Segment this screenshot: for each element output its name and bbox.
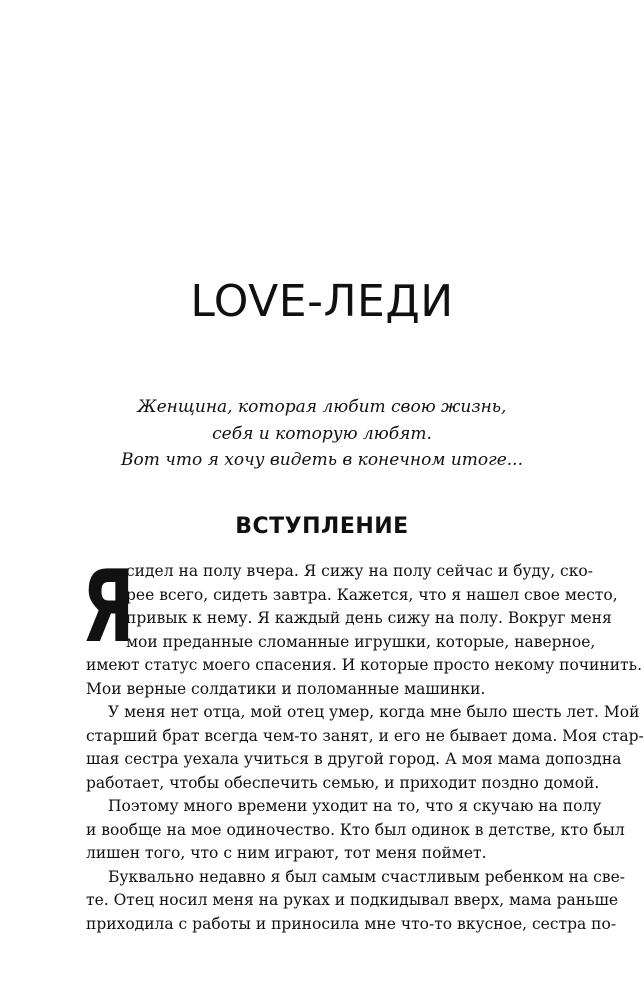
text-line: Буквально недавно я был самым счастливым ребенком на све- [108,867,625,886]
drop-cap: Я [82,548,135,665]
text-line: рее всего, сидеть завтра. Кажется, что я нашел свое место, [126,585,618,604]
epigraph-line: Женщина, которая любит свою жизнь, [137,397,507,417]
paragraph-1 [86,560,642,701]
text-line: те. Отец носил меня на руках и подкидывал вверх, мама раньше [86,891,619,909]
text-line: Поэтому много времени уходит на то, что я скучаю на полу [108,797,602,815]
text-line: привык к нему. Я каждый день сижу на полу. Вокруг меня [126,609,612,627]
text-line: имеют статус моего спасения. И которые просто некому починить. [86,656,642,674]
text-line: Мои верные солдатики и поломанные машинки. [86,679,486,698]
text-line: работает, чтобы обеспечить семью, и приходит поздно домой. [86,773,600,792]
text-line: приходила с работы и приносила мне что-то вкусное, сестра по- [86,914,617,933]
epigraph-line: Вот что я хочу видеть в конечном итоге... [121,450,523,470]
text-line: У меня нет отца, мой отец умер, когда мне было шесть лет. Мой [108,703,640,721]
paragraph-3 [86,795,625,866]
epigraph-line: себя и которую любят. [212,423,432,444]
text-line: мои преданные сломанные игрушки, которые, наверное, [126,632,596,651]
text-line: лишен того, что с ним играют, тот меня поймет. [86,844,487,862]
text-line: сидел на полу вчера. Я сижу на полу сейчас и буду, ско- [126,562,593,580]
text-line: и вообще на мое одиночество. Кто был одинок в детстве, кто был [86,820,625,839]
text-line: шая сестра уехала учиться в другой город. А моя мама допоздна [86,750,622,768]
section-heading: ВСТУПЛЕНИЕ [235,514,409,539]
paragraph-4 [86,866,625,937]
chapter-title: LOVE-ЛЕДИ [190,276,454,327]
text-line: старший брат всегда чем-то занят, и его не бывает дома. Моя стар- [86,726,644,745]
paragraph-2 [86,701,644,795]
body-text [82,548,644,936]
epigraph [0,394,644,474]
